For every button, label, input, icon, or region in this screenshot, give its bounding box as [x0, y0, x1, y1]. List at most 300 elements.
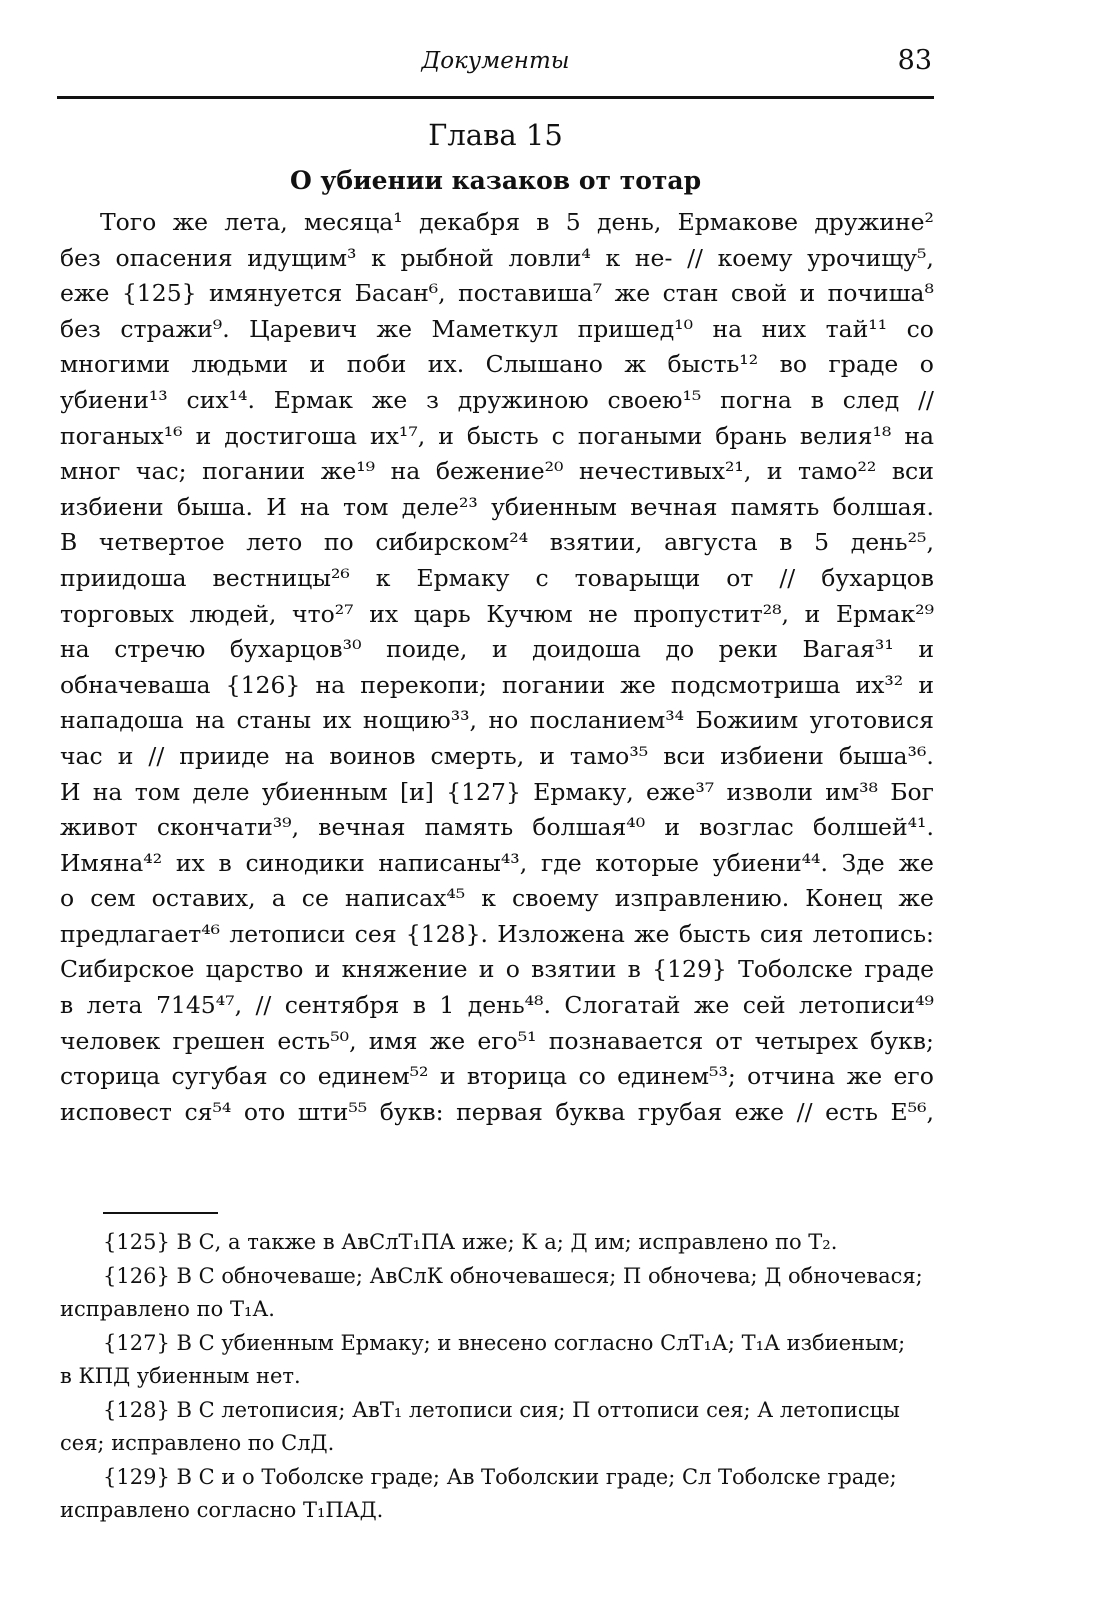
body-word: со — [578, 1062, 606, 1091]
chapter-number: Глава 15 — [428, 118, 563, 152]
body-word: почиша⁸ — [827, 279, 934, 308]
body-word: сторица — [60, 1062, 161, 1091]
body-word: их. — [427, 350, 465, 379]
body-word: еже — [60, 279, 110, 308]
body-word: же — [429, 1026, 466, 1055]
body-word: летописи⁴⁹ — [798, 991, 934, 1020]
body-word: изволи — [726, 777, 813, 806]
body-word: Ермаку, — [533, 777, 634, 806]
body-word: быша³⁶. — [838, 741, 934, 770]
body-word: избиени — [720, 741, 824, 770]
body-word: по — [323, 528, 354, 557]
body-word: без — [60, 243, 101, 272]
body-word: Тоболске — [738, 955, 853, 984]
body-word: {129} — [652, 955, 727, 984]
body-word: без — [60, 314, 101, 343]
body-word: бысть¹² — [667, 350, 759, 379]
body-word: же — [371, 385, 408, 414]
footnotes — [60, 1226, 934, 1528]
body-word: погании — [502, 670, 606, 699]
body-word: Сибирское — [60, 955, 195, 984]
body-word: коему — [717, 243, 793, 272]
body-word: царство — [205, 955, 304, 984]
body-word: доидоша — [532, 635, 641, 664]
body-line — [60, 846, 934, 882]
body-line — [60, 703, 934, 739]
body-word: царь — [413, 599, 471, 628]
body-word: в — [60, 991, 74, 1020]
body-word: тай¹¹ — [825, 314, 888, 343]
body-word: и — [314, 955, 331, 984]
body-word: шти⁵⁵ — [297, 1097, 368, 1126]
body-word: на — [315, 670, 346, 699]
body-word: есть⁵⁰, — [277, 1026, 357, 1055]
body-line — [60, 988, 934, 1024]
body-word: поганых¹⁶ — [60, 421, 183, 450]
body-word: и — [438, 421, 454, 450]
body-word: августа — [664, 528, 758, 557]
body-word: людей, — [189, 599, 277, 628]
body-word: избиени — [60, 492, 164, 521]
body-word: которые — [595, 848, 700, 877]
body-word: человек — [60, 1026, 161, 1055]
body-word: же — [846, 1062, 883, 1091]
body-word: лета — [86, 991, 143, 1020]
body-line — [60, 668, 934, 704]
body-word: на — [92, 777, 123, 806]
body-word: товарыщи — [574, 563, 701, 592]
footnote-line: исправлено согласно Т₁ПАД. — [60, 1498, 384, 1522]
body-word: час — [60, 741, 103, 770]
body-line — [60, 454, 934, 490]
body-word: се — [301, 884, 329, 913]
body-word: Ермак²⁹ — [835, 599, 934, 628]
body-word: грешен — [172, 1026, 266, 1055]
body-line — [60, 347, 934, 383]
body-word: идущим³ — [247, 243, 357, 272]
body-word: болшая. — [832, 492, 934, 521]
body-word: и — [918, 635, 934, 664]
body-word: четырех — [754, 1026, 858, 1055]
footnote-line: {127} В С убиенным Ермаку; и внесено согласно СлТ₁А; Т₁А избиеным; — [103, 1330, 906, 1355]
body-word: убиенным — [491, 492, 617, 521]
body-word: уготовися — [809, 706, 934, 735]
body-word: ж — [624, 350, 647, 379]
body-word: день⁴⁸. — [467, 991, 551, 1020]
body-line — [60, 1059, 934, 1095]
header-rule — [57, 96, 934, 99]
body-word: где — [540, 848, 582, 877]
body-word: на — [712, 314, 743, 343]
body-word: нечестивых²¹, — [578, 457, 752, 486]
body-word: же — [376, 314, 412, 343]
body-word: приидоша — [60, 563, 187, 592]
body-word: станы — [236, 706, 312, 735]
body-word: перекопи; — [360, 670, 487, 699]
body-line — [60, 810, 934, 846]
body-word: декабря — [418, 208, 521, 236]
body-word: Слышано — [485, 350, 603, 379]
body-word: // — [779, 563, 796, 592]
body-word: вси — [891, 457, 934, 486]
body-word: Кучюм — [486, 599, 573, 628]
body-word: взятии — [531, 955, 617, 984]
body-word: на — [284, 741, 315, 770]
body-word: Изложена — [497, 919, 625, 948]
body-word: {128}. — [405, 919, 489, 948]
body-word: букв; — [870, 1026, 934, 1055]
body-word: вестницы²⁶ — [212, 563, 350, 592]
body-word: пришед¹⁰ — [577, 314, 694, 343]
body-word: память — [424, 813, 514, 842]
body-word: болшей⁴¹. — [812, 813, 934, 842]
body-word: первая — [456, 1097, 543, 1126]
body-word: им³⁸ — [825, 777, 878, 806]
body-word: сентября — [284, 991, 400, 1020]
body-word: дружиною — [457, 385, 589, 414]
body-word: в — [810, 385, 824, 414]
body-line — [60, 525, 934, 561]
body-word: вторица — [466, 1062, 568, 1091]
body-word: погании — [202, 457, 306, 486]
body-word: не — [588, 599, 618, 628]
body-word: и — [439, 1062, 456, 1091]
body-word: же¹⁹ — [320, 457, 376, 486]
body-word: есть — [825, 1097, 878, 1126]
body-word: к — [371, 243, 386, 272]
footnote-line: {125} В С, а также в АвСлТ₁ПА иже; К а; Д им; исправлено по Т₂. — [103, 1230, 838, 1254]
body-word: нападоша — [60, 706, 184, 735]
body-word: же — [898, 884, 934, 913]
body-word: том — [134, 777, 181, 806]
body-word: к — [605, 243, 621, 272]
body-word: нощию³³, — [362, 706, 478, 735]
body-word: и — [804, 599, 821, 628]
body-word: живот — [60, 813, 138, 842]
body-word: тамо³⁵ — [569, 741, 649, 770]
body-word: многими — [60, 350, 171, 379]
body-word: единем⁵³; — [617, 1062, 736, 1091]
body-word: Конец — [805, 884, 883, 913]
body-word: стан — [662, 279, 719, 308]
body-line — [60, 276, 934, 312]
body-word: людьми — [191, 350, 289, 379]
body-word: и — [478, 955, 495, 984]
body-line — [60, 419, 934, 455]
body-word: сей — [742, 991, 786, 1020]
body-word: их — [175, 848, 205, 877]
body-word: написаны⁴³, — [378, 848, 528, 877]
body-word: имянуется — [209, 279, 343, 308]
footnote-line: в КПД убиенным нет. — [60, 1364, 301, 1388]
body-word: Бог — [890, 777, 934, 806]
body-word: от — [715, 1026, 743, 1055]
body-word: достигоша — [224, 421, 358, 450]
body-word: летопись: — [812, 919, 934, 948]
body-word: тамо²² — [798, 457, 877, 486]
body-word: опасения — [115, 243, 233, 272]
body-word: вечная — [318, 813, 406, 842]
body-word: вечная — [630, 492, 718, 521]
body-word: погаными — [577, 421, 703, 450]
body-line — [60, 952, 934, 988]
body-word: граде — [864, 955, 934, 984]
body-word: убиени¹³ — [60, 385, 168, 414]
body-word: {126} — [225, 670, 301, 699]
footnote-line: {126} В С обночеваше; АвСлК обночевашеся; П обночева; Д обночевася; — [103, 1263, 923, 1288]
body-word: и — [766, 457, 783, 486]
body-line — [60, 561, 934, 597]
body-word: в — [627, 955, 641, 984]
body-word: мног — [60, 457, 121, 486]
body-word: с — [535, 563, 549, 592]
body-word: и — [799, 279, 816, 308]
body-word: [и] — [399, 777, 434, 806]
body-line — [60, 1024, 934, 1060]
body-word: их³² — [855, 670, 904, 699]
body-line — [60, 241, 934, 277]
body-word: не- — [634, 243, 673, 272]
body-word: имя — [368, 1026, 418, 1055]
body-word: день, — [597, 208, 662, 236]
body-word: стречю — [114, 635, 206, 664]
body-word: реки — [718, 635, 778, 664]
body-line — [60, 775, 934, 811]
body-word: Маметкул — [431, 314, 559, 343]
body-word: от — [726, 563, 754, 592]
body-word: на — [300, 492, 330, 521]
body-word: же — [620, 670, 656, 699]
body-word: во — [779, 350, 808, 379]
body-word: том — [343, 492, 389, 521]
body-word: // — [255, 991, 272, 1020]
body-word: на — [60, 635, 90, 664]
body-word: в — [218, 848, 232, 877]
body-word: сих¹⁴. — [186, 385, 255, 414]
body-word: след — [842, 385, 900, 414]
body-word: месяца¹ — [303, 208, 403, 236]
body-word: же — [898, 848, 934, 877]
body-line — [60, 739, 934, 775]
body-word: еже — [734, 1097, 785, 1126]
body-word: и — [539, 741, 555, 770]
body-word: сия — [759, 919, 804, 948]
body-word: 5 — [565, 208, 581, 236]
body-word: торговых — [60, 599, 174, 628]
body-word: смерть, — [430, 741, 525, 770]
body-word: же — [172, 208, 209, 236]
body-word: и — [195, 421, 212, 450]
body-word: о — [505, 955, 520, 984]
body-text — [60, 205, 934, 1130]
body-word: бухарцов — [821, 563, 934, 592]
body-word: час; — [135, 457, 187, 486]
body-word: на — [390, 457, 421, 486]
body-word: предлагает⁴⁶ — [60, 919, 221, 948]
body-word: своему — [512, 884, 599, 913]
body-word: бежение²⁰ — [435, 457, 564, 486]
body-word: возглас — [699, 813, 794, 842]
body-word: дружине² — [814, 208, 934, 236]
body-word: них — [761, 314, 807, 343]
body-word: Слогатай — [564, 991, 681, 1020]
body-word: 1 — [439, 991, 455, 1020]
body-word: ото — [243, 1097, 286, 1126]
body-word: Е⁵⁶, — [890, 1097, 934, 1126]
body-word: буква — [555, 1097, 626, 1126]
running-title: Документы — [421, 48, 570, 74]
body-word: букв: — [379, 1097, 444, 1126]
body-word: Ермакове — [677, 208, 799, 236]
body-word: свой — [730, 279, 788, 308]
body-word: же — [693, 991, 730, 1020]
body-word: день²⁵, — [850, 528, 934, 557]
body-word: велия¹⁸ — [799, 421, 892, 450]
body-word: и — [117, 741, 134, 770]
footnote-rule — [103, 1212, 218, 1214]
body-word: Того — [100, 208, 157, 236]
body-word: з — [426, 385, 439, 414]
body-word: Имяна⁴² — [60, 848, 163, 877]
body-word: И — [266, 492, 287, 521]
body-word: летописи — [229, 919, 346, 948]
body-word: их — [369, 599, 399, 628]
body-word: Вагая³¹ — [802, 635, 894, 664]
body-word: скончати³⁹, — [156, 813, 300, 842]
body-word: со — [279, 1062, 307, 1091]
body-word: 5 — [814, 528, 830, 557]
body-word: посланием³⁴ — [529, 706, 685, 735]
body-word: в — [536, 208, 550, 236]
body-word: Ермаку — [416, 563, 510, 592]
body-word: {127} — [446, 777, 521, 806]
body-word: бысть — [678, 919, 751, 948]
footnote-line: сея; исправлено по СлД. — [60, 1431, 335, 1455]
body-word: лето — [246, 528, 303, 557]
body-word: оставих, — [151, 884, 256, 913]
body-word: поиде, — [386, 635, 468, 664]
body-word: поби — [346, 350, 407, 379]
body-word: обначеваша — [60, 670, 211, 699]
body-line — [60, 383, 934, 419]
body-word: Божиим — [695, 706, 799, 735]
body-word: Царевич — [249, 314, 358, 343]
body-word: отчина — [747, 1062, 836, 1091]
body-word: же — [634, 919, 670, 948]
body-word: до — [665, 635, 695, 664]
body-word: что²⁷ — [292, 599, 354, 628]
body-line — [60, 917, 934, 953]
body-word: рыбной — [400, 243, 494, 272]
body-word: сем — [90, 884, 136, 913]
body-word: убиенным — [261, 777, 388, 806]
body-word: стражи⁹. — [120, 314, 230, 343]
body-word: их¹⁷, — [370, 421, 426, 450]
body-word: еже³⁷ — [645, 777, 715, 806]
body-word: // — [918, 385, 934, 414]
body-word: погна — [720, 385, 792, 414]
footnote-line: исправлено по Т₁А. — [60, 1297, 275, 1321]
body-word: 7145⁴⁷, — [155, 991, 243, 1020]
body-word: Басан⁶, — [354, 279, 446, 308]
page-header — [57, 40, 934, 92]
body-word: сибирском²⁴ — [375, 528, 529, 557]
body-word: их — [322, 706, 352, 735]
body-word: // — [687, 243, 703, 272]
body-word: В — [60, 528, 78, 557]
chapter-title: О убиении казаков от тотар — [289, 166, 702, 195]
body-word: Ермак — [273, 385, 353, 414]
body-word: и — [918, 670, 934, 699]
body-word: взятии, — [549, 528, 643, 557]
body-word: же — [614, 279, 651, 308]
body-word: ловли⁴ — [508, 243, 591, 272]
body-word: прииде — [179, 741, 270, 770]
body-line — [60, 881, 934, 917]
body-word: быша. — [176, 492, 253, 521]
body-word: сугубая — [171, 1062, 268, 1091]
body-word: и — [491, 635, 508, 664]
body-word: и — [664, 813, 680, 842]
body-word: // — [148, 741, 165, 770]
body-word: деле — [192, 777, 250, 806]
body-word: но — [488, 706, 519, 735]
body-word: бухарцов³⁰ — [229, 635, 362, 664]
body-word: вси — [663, 741, 706, 770]
body-word: его⁵¹ — [477, 1026, 537, 1055]
body-word: о — [919, 350, 934, 379]
body-word: Зде — [841, 848, 885, 877]
body-word: познавается — [548, 1026, 704, 1055]
body-word: грубая — [637, 1097, 723, 1126]
body-word: его — [893, 1062, 934, 1091]
body-word: изправлению. — [614, 884, 790, 913]
body-word: граде — [828, 350, 899, 379]
body-word: в — [412, 991, 426, 1020]
body-line — [60, 632, 934, 668]
body-word: исповест — [60, 1097, 172, 1126]
body-word: ся⁵⁴ — [184, 1097, 232, 1126]
body-word: подсмотриша — [670, 670, 841, 699]
body-word: бысть — [466, 421, 539, 450]
body-line — [60, 312, 934, 348]
body-word: к — [375, 563, 391, 592]
body-word: а — [271, 884, 286, 913]
body-word: И — [60, 777, 81, 806]
body-word: поставиша⁷ — [458, 279, 603, 308]
page-number: 83 — [897, 45, 932, 76]
body-word: // — [796, 1097, 813, 1126]
body-word: урочищу⁵, — [807, 243, 934, 272]
body-word: в — [779, 528, 793, 557]
body-word: к — [481, 884, 496, 913]
body-word: воинов — [329, 741, 416, 770]
body-word: на — [904, 421, 934, 450]
body-word: брань — [715, 421, 787, 450]
body-word: {125} — [121, 279, 197, 308]
body-word: память — [730, 492, 820, 521]
body-word: написах⁴⁵ — [344, 884, 466, 913]
body-word: своею¹⁵ — [607, 385, 702, 414]
body-line — [60, 490, 934, 526]
footnote-line: {129} В С и о Тоболске граде; Ав Тоболскии граде; Сл Тоболске граде; — [103, 1464, 897, 1489]
body-word: княжение — [341, 955, 468, 984]
body-word: сея — [354, 919, 397, 948]
body-word: о — [60, 884, 75, 913]
body-word: на — [195, 706, 225, 735]
body-word: единем⁵² — [317, 1062, 429, 1091]
body-word: пропустит²⁸, — [633, 599, 790, 628]
